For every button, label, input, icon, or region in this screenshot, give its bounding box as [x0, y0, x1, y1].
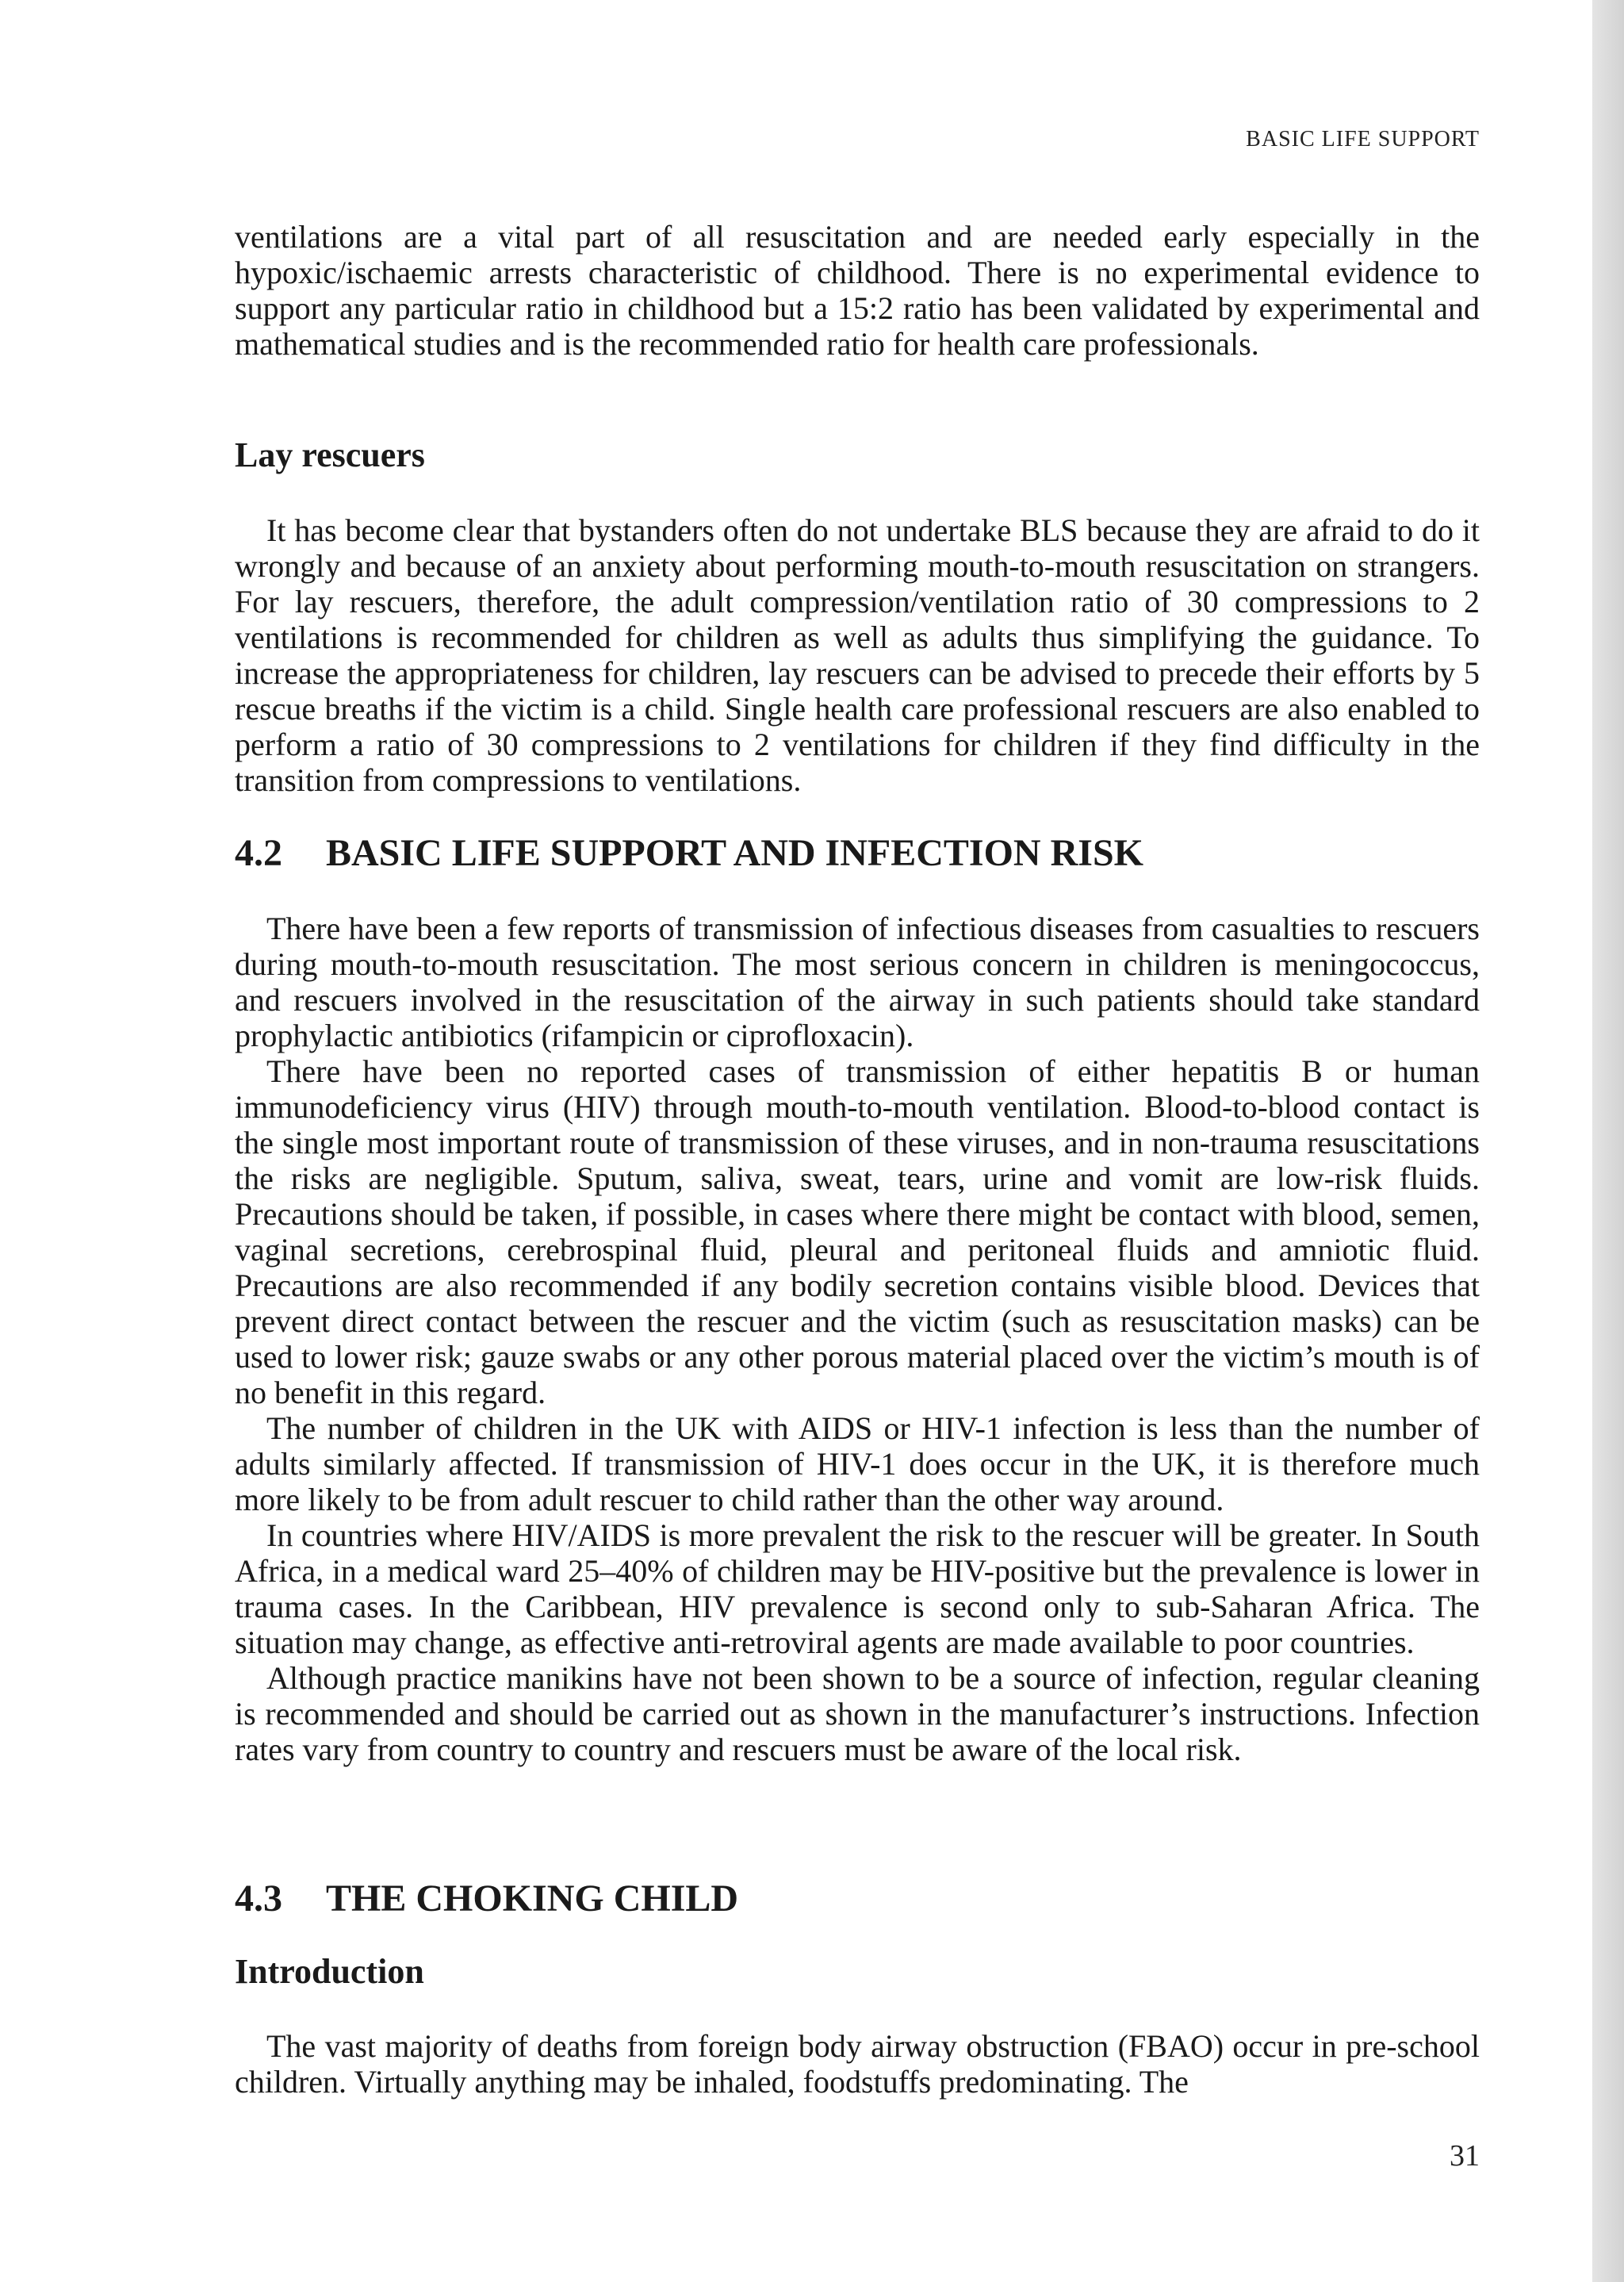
- lay-rescuers-paragraph: It has become clear that bystanders often do not undertake BLS because they are afraid to do it wrongly and because of an anxiety about performing mouth-to-mouth resuscitation on strangers. For lay rescuers, therefore, the adult compression/ventilation ratio of 30 compressions to 2 ventilations is recommended for children as well as adults thus simplifying the guidance. To increase the appropriateness for children, lay rescuers can be advised to precede their efforts by 5 rescue breaths if the victim is a child. Single health care professional rescuers are also enabled to perform a ratio of 30 compressions to 2 ventilations for children if they find difficulty in the transition from compressions to ventilations.: [235, 512, 1480, 798]
- running-head: BASIC LIFE SUPPORT: [1246, 127, 1480, 151]
- lay-rescuers-heading-block: [235, 435, 1480, 475]
- section-4-3-heading: [235, 1877, 1480, 1920]
- section-4-2-number: 4.2: [235, 832, 282, 874]
- section-4-3-body: [235, 2028, 1480, 2100]
- section-4-2-heading-block: [235, 831, 1480, 875]
- section-4-3-heading-block: [235, 1877, 1480, 1920]
- section-4-2-paragraph-4: In countries where HIV/AIDS is more prevalent the risk to the rescuer will be greater. In South Africa, in a medical ward 25–40% of children may be HIV-positive but the prevalence is lower in trauma cases. In the Caribbean, HIV prevalence is second only to sub-Saharan Africa. The situation may change, as effective anti-retroviral agents are made available to poor countries.: [235, 1517, 1480, 1660]
- section-4-2-paragraph-3: The number of children in the UK with AIDS or HIV-1 infection is less than the number of adults similarly affected. If transmission of HIV-1 does occur in the UK, it is therefore much more likely to be from adult rescuer to child rather than the other way around.: [235, 1410, 1480, 1517]
- page-number: 31: [1450, 2139, 1480, 2173]
- section-4-2-paragraph-2: There have been no reported cases of transmission of either hepatitis B or human immunodeficiency virus (HIV) through mouth-to-mouth ventilation. Blood-to-blood contact is the single most important route of transmission of these viruses, and in non-trauma resuscitations the risks are negligible. Sputum, saliva, sweat, tears, urine and vomit are low-risk fluids. Precautions should be taken, if possible, in cases where there might be contact with blood, semen, vaginal secretions, cerebrospinal fluid, pleural and peritoneal fluids and amniotic fluid. Precautions are also recommended if any bodily secretion contains visible blood. Devices that prevent direct contact between the rescuer and the victim (such as resuscitation masks) can be used to lower risk; gauze swabs or any other porous material placed over the victim’s mouth is of no benefit in this regard.: [235, 1053, 1480, 1410]
- book-spine-shadow: [1592, 0, 1624, 2282]
- section-4-3-title: THE CHOKING CHILD: [326, 1877, 739, 1920]
- section-4-3-number: 4.3: [235, 1877, 282, 1920]
- introduction-heading-block: [235, 1951, 1480, 1992]
- intro-block: [235, 219, 1480, 362]
- section-4-2-title: BASIC LIFE SUPPORT AND INFECTION RISK: [326, 832, 1143, 874]
- section-4-3-paragraph: The vast majority of deaths from foreign body airway obstruction (FBAO) occur in pre-school children. Virtually anything may be inhaled, foodstuffs predominating. The: [235, 2028, 1480, 2100]
- lay-rescuers-heading: Lay rescuers: [235, 435, 425, 474]
- section-4-2-paragraph-1: There have been a few reports of transmission of infectious diseases from casualties to rescuers during mouth-to-mouth resuscitation. The most serious concern in children is meningococcus, and rescuers involved in the resuscitation of the airway in such patients should take standard prophylactic antibiotics (rifampicin or ciprofloxacin).: [235, 911, 1480, 1053]
- section-4-2-paragraph-5: Although practice manikins have not been shown to be a source of infection, regular cleaning is recommended and should be carried out as shown in the manufacturer’s instructions. Infection rates vary from country to country and rescuers must be aware of the local risk.: [235, 1660, 1480, 1767]
- lay-rescuers-block: [235, 512, 1480, 798]
- intro-paragraph: ventilations are a vital part of all resuscitation and are needed early especially in the hypoxic/ischaemic arrests characteristic of childhood. There is no experimental evidence to support any particular ratio in childhood but a 15:2 ratio has been validated by experimental and mathematical studies and is the recommended ratio for health care professionals.: [235, 219, 1480, 362]
- section-4-2-body: [235, 911, 1480, 1767]
- introduction-heading: Introduction: [235, 1952, 424, 1991]
- section-4-2-heading: [235, 831, 1480, 875]
